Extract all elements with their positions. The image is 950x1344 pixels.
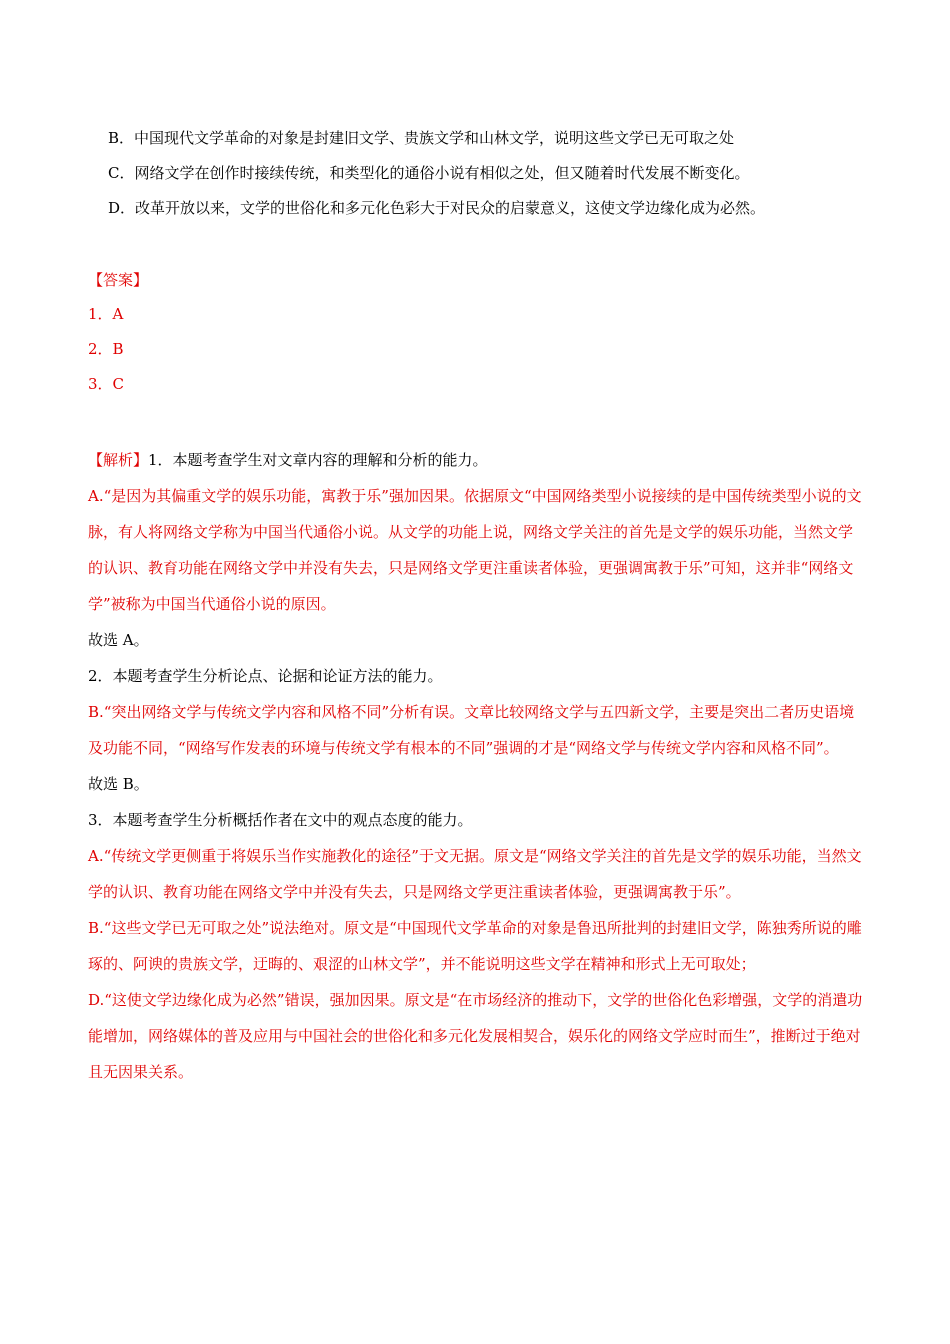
answer-3: 3．C bbox=[88, 375, 125, 393]
analysis-heading: 【解析】 bbox=[88, 451, 149, 469]
answer-heading: 【答案】 bbox=[88, 271, 149, 289]
analysis-q3-title: 3．本题考查学生分析概括作者在文中的观点态度的能力。 bbox=[88, 811, 473, 829]
option-c: C．网络文学在创作时接续传统，和类型化的通俗小说有相似之处，但又随着时代发展不断变化。 bbox=[108, 164, 750, 182]
analysis-q1-title: 【解析】1．本题考查学生对文章内容的理解和分析的能力。 bbox=[88, 451, 488, 469]
answer-section bbox=[88, 266, 868, 405]
option-d: D．改革开放以来，文学的世俗化和多元化色彩大于对民众的启蒙意义，这使文学边缘化成为必然。 bbox=[108, 199, 766, 217]
analysis-q1-body: A.“是因为其偏重文学的娱乐功能，寓教于乐”强加因果。依据原文“中国网络类型小说接续的是中国传统类型小说的文脉，有人将网络文学称为中国当代通俗小说。从文学的功能上说，网络文学关注的首先是文学的娱乐功能，当然文学的认识、教育功能在网络文学中并没有失去，只是网络文学更注重读者体验，更强调寓教于乐”可知，这并非“网络文学”被称为中国当代通俗小说的原因。 bbox=[88, 487, 862, 613]
analysis-section bbox=[88, 442, 863, 1090]
answer-2: 2．B bbox=[88, 340, 124, 358]
option-b: B．中国现代文学革命的对象是封建旧文学、贵族文学和山林文学，说明这些文学已无可取之处 bbox=[108, 129, 735, 147]
option-list bbox=[108, 124, 888, 229]
analysis-q3-option-a: A.“传统文学更侧重于将娱乐当作实施教化的途径”于文无据。原文是“网络文学关注的首先是文学的娱乐功能，当然文学的认识、教育功能在网络文学中并没有失去，只是网络文学更注重读者体验，更强调寓教于乐”。 bbox=[88, 847, 862, 901]
analysis-q3-option-d: D.“这使文学边缘化成为必然”错误，强加因果。原文是“在市场经济的推动下，文学的世俗化色彩增强，文学的消遣功能增加，网络媒体的普及应用与中国社会的世俗化和多元化发展相契合，娱乐化的网络文学应时而生”，推断过于绝对且无因果关系。 bbox=[88, 991, 863, 1081]
analysis-q2-title: 2．本题考查学生分析论点、论据和论证方法的能力。 bbox=[88, 667, 443, 685]
answer-1: 1．A bbox=[88, 305, 124, 323]
analysis-q2-body: B.“突出网络文学与传统文学内容和风格不同”分析有误。文章比较网络文学与五四新文学，主要是突出二者历史语境及功能不同，“网络写作发表的环境与传统文学有根本的不同”强调的才是“网络文学与传统文学内容和风格不同”。 bbox=[88, 703, 855, 757]
analysis-q2-choice: 故选 B。 bbox=[88, 775, 149, 793]
analysis-q3-option-b: B.“这些文学已无可取之处”说法绝对。原文是“中国现代文学革命的对象是鲁迅所批判的封建旧文学，陈独秀所说的雕琢的、阿谀的贵族文学，迂晦的、艰涩的山林文学”，并不能说明这些文学在精神和形式上无可取处； bbox=[88, 919, 862, 973]
analysis-q1-choice: 故选 A。 bbox=[88, 631, 149, 649]
